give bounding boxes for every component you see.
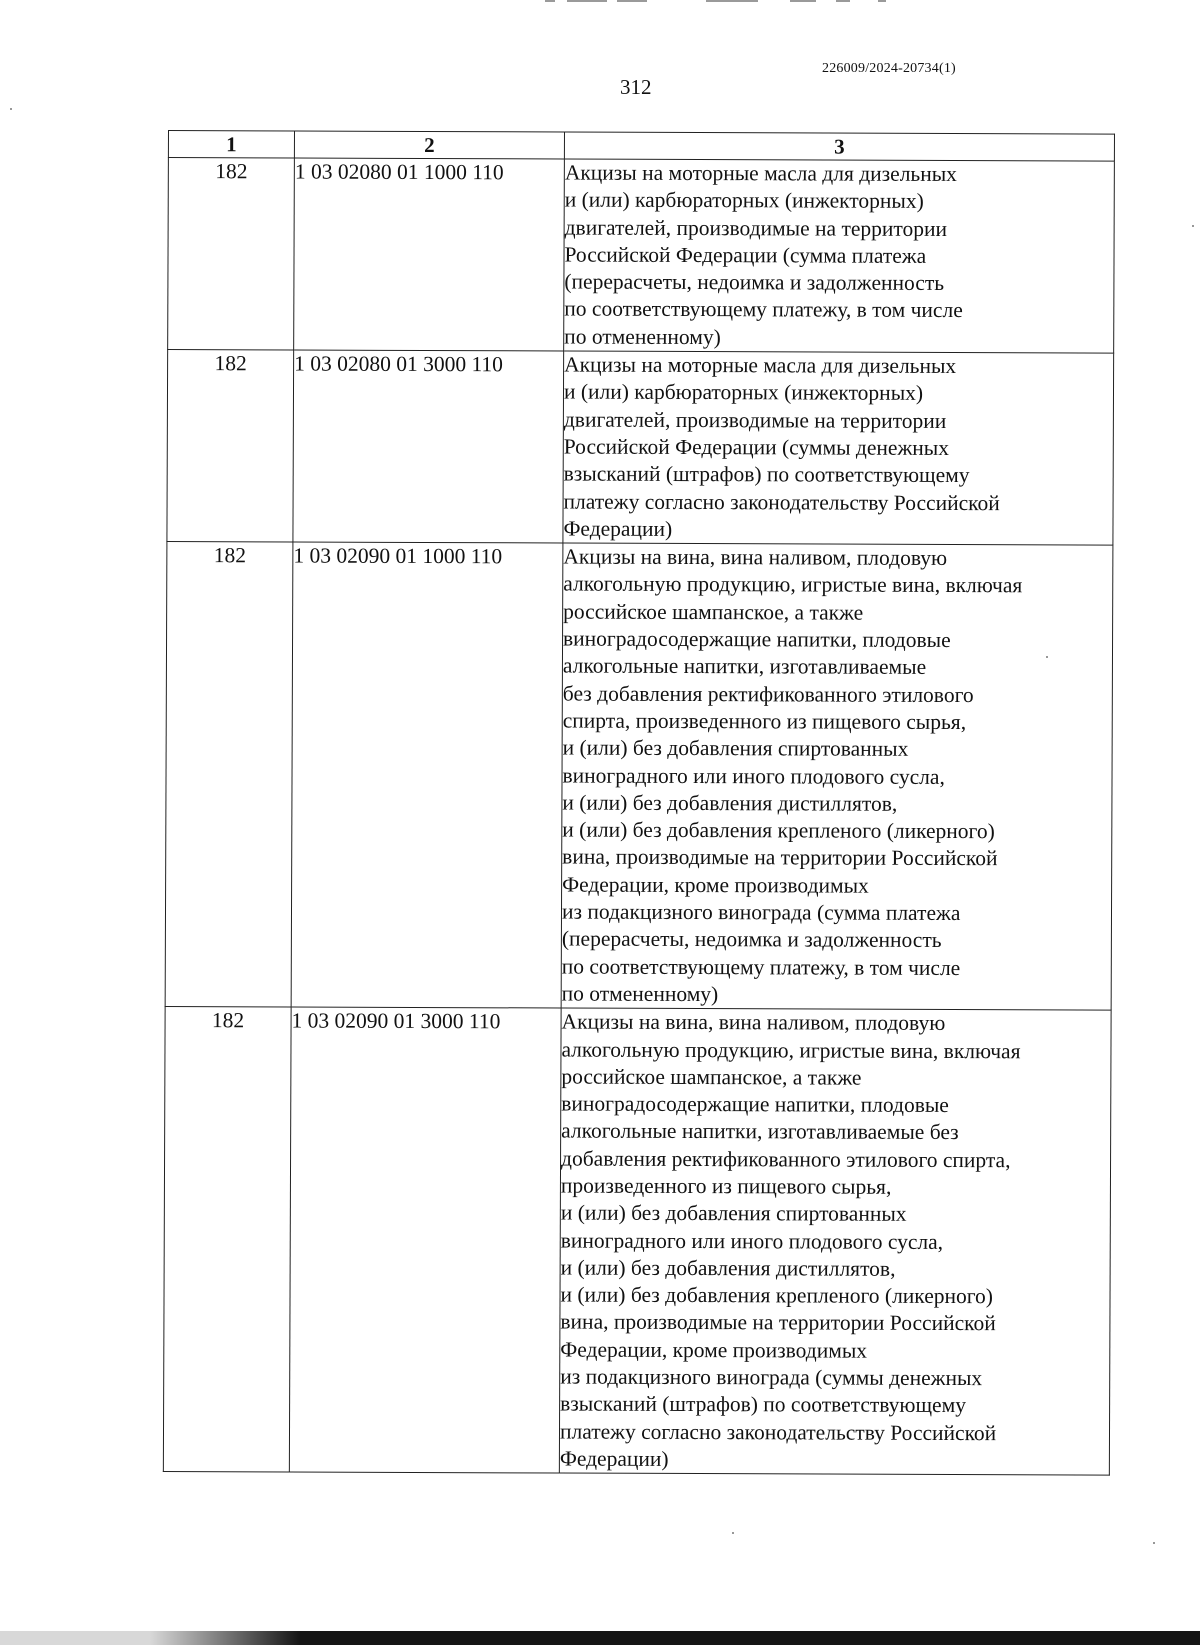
budget-codes-table: [163, 130, 1115, 1476]
scan-speck: [732, 1532, 734, 1534]
description-line: и (или) без добавления крепленого (ликерного): [562, 817, 995, 844]
admin-code-cell: 182: [165, 542, 293, 1008]
table-header-row: [168, 131, 1114, 162]
description-line: по соответствующему платежу, в том числе: [561, 954, 961, 980]
description-line: двигателей, производимые на территории: [563, 407, 947, 433]
description-line: добавления ректификованного этилового спирта,: [561, 1146, 1011, 1172]
budget-code-cell: 1 03 02090 01 3000 110: [289, 1007, 561, 1473]
description-line: Акцизы на моторные масла для дизельных: [564, 352, 957, 379]
document-number: 226009/2024-20734(1): [822, 61, 956, 76]
description-line: российское шампанское, а также: [561, 1064, 862, 1090]
scan-top-artifact: [0, 0, 1200, 6]
description-line: из подакцизного винограда (суммы денежных: [560, 1364, 983, 1391]
description-line: взысканий (штрафов) по соответствующему: [563, 461, 970, 488]
description-line: и (или) без добавления дистиллятов,: [562, 790, 898, 816]
description-line: Акцизы на моторные масла для дизельных: [564, 160, 958, 187]
scan-speck: [10, 108, 12, 110]
scan-speck: [1046, 656, 1048, 658]
description-line: (перерасчеты, недоимка и задолженность: [561, 926, 942, 953]
scan-speck: [1192, 225, 1194, 227]
admin-code-cell: 182: [167, 350, 294, 543]
description-cell: [559, 1008, 1111, 1475]
description-line: и (или) без добавления спиртованных: [560, 1200, 907, 1227]
description-line: виноградного или иного плодового сусла,: [560, 1228, 944, 1254]
page-number: 312: [620, 75, 652, 99]
description-line: Российской Федерации (сумма платежа: [564, 242, 927, 268]
column-header-3: 3: [564, 132, 1114, 161]
description-line: Федерации, кроме производимых: [562, 872, 869, 898]
column-header-1: 1: [168, 131, 294, 158]
table-row: [168, 158, 1115, 354]
description-line: Акцизы на вина, вина наливом, плодовую: [563, 544, 948, 571]
scan-bottom-edge: [0, 1631, 1200, 1645]
budget-code-cell: 1 03 02080 01 1000 110: [294, 158, 565, 351]
description-line: по отмененному): [564, 324, 721, 349]
admin-code-cell: 182: [168, 158, 295, 351]
budget-code-cell: 1 03 02090 01 1000 110: [291, 542, 563, 1008]
description-line: Российской Федерации (суммы денежных: [563, 434, 950, 460]
description-line: и (или) без добавления крепленого (ликерного): [560, 1282, 994, 1309]
column-header-2: 2: [294, 131, 564, 159]
description-line: и (или) карбюраторных (инжекторных): [564, 187, 924, 214]
description-line: Федерации): [559, 1446, 669, 1471]
scan-speck: [1153, 1542, 1155, 1544]
description-cell: [561, 543, 1113, 1010]
description-line: и (или) без добавления дистиллятов,: [560, 1255, 896, 1281]
description-line: вина, производимые на территории Российской: [562, 844, 998, 871]
description-line: алкогольные напитки, изготавливаемые: [562, 653, 927, 680]
table-row: [167, 350, 1114, 546]
budget-code-cell: 1 03 02080 01 3000 110: [293, 350, 564, 543]
admin-code-cell: 182: [163, 1007, 291, 1473]
description-line: виноградосодержащие напитки, плодовые: [563, 626, 951, 653]
description-line: виноградосодержащие напитки, плодовые: [561, 1091, 949, 1118]
description-line: без добавления ректификованного этилового: [562, 681, 974, 707]
description-line: вина, производимые на территории Российской: [560, 1309, 996, 1336]
table-row: [165, 542, 1113, 1011]
description-line: и (или) без добавления спиртованных: [562, 735, 909, 762]
description-line: Федерации): [563, 516, 673, 541]
description-line: по отмененному): [561, 981, 719, 1007]
description-line: алкогольную продукцию, игристые вина, включая: [561, 1037, 1021, 1063]
description-line: по соответствующему платежу, в том числе: [564, 297, 963, 323]
description-cell: [563, 351, 1114, 545]
description-cell: [564, 159, 1115, 353]
description-line: виноградного или иного плодового сусла,: [562, 763, 945, 789]
description-line: алкогольные напитки, изготавливаемые без: [561, 1118, 959, 1145]
table-row: [163, 1007, 1111, 1476]
description-line: Акцизы на вина, вина наливом, плодовую: [561, 1009, 946, 1036]
description-line: и (или) карбюраторных (инжекторных): [563, 379, 924, 406]
description-line: платежу согласно законодательству Российской: [563, 489, 1000, 515]
description-line: произведенного из пищевого сырья,: [560, 1173, 892, 1199]
description-line: спирта, произведенного из пищевого сырья,: [562, 708, 967, 735]
description-line: двигателей, производимые на территории: [564, 215, 948, 241]
description-line: Федерации, кроме производимых: [560, 1337, 868, 1363]
description-line: взысканий (штрафов) по соответствующему: [560, 1391, 967, 1418]
description-line: российское шампанское, а также: [563, 599, 864, 625]
description-line: платежу согласно законодательству Российской: [559, 1419, 997, 1445]
description-line: из подакцизного винограда (сумма платежа: [561, 899, 961, 926]
description-line: (перерасчеты, недоимка и задолженность: [564, 269, 945, 296]
description-line: алкогольную продукцию, игристые вина, включая: [563, 571, 1023, 598]
